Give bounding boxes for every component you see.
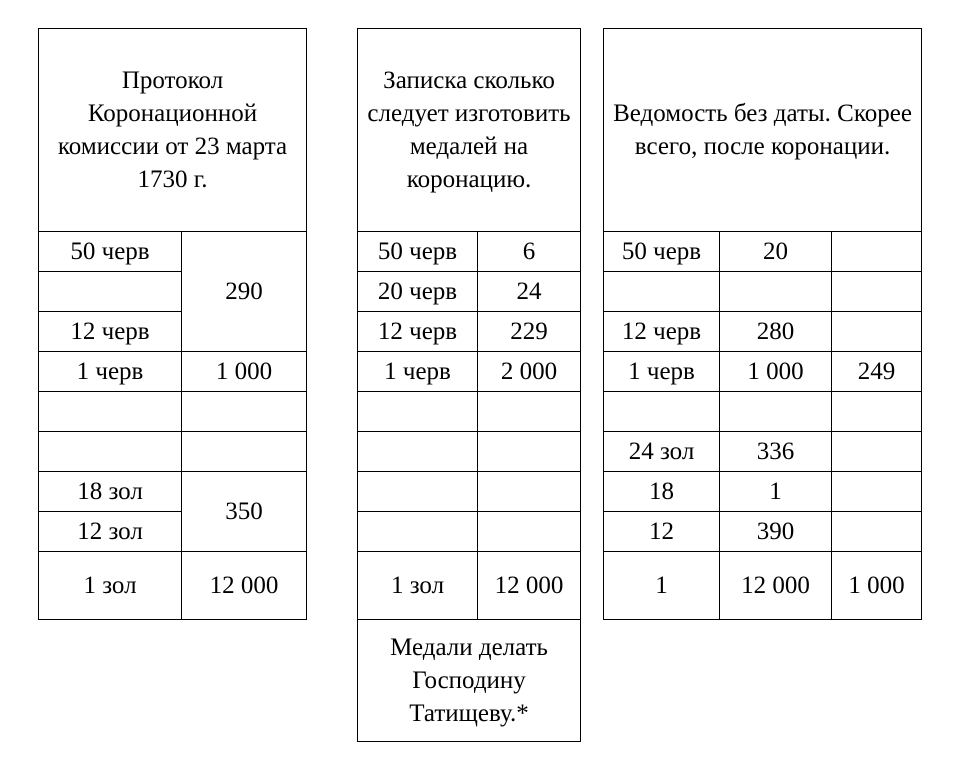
cell: 12 черв — [39, 312, 182, 352]
cell — [358, 512, 478, 552]
statement-header: Ведомость без даты. Скорее всего, после коронации. — [604, 29, 922, 232]
cell — [832, 312, 922, 352]
cell: 50 черв — [604, 232, 720, 272]
protocol-table — [38, 28, 307, 620]
cell: 280 — [720, 312, 832, 352]
cell: 390 — [720, 512, 832, 552]
cell — [832, 392, 922, 432]
cell — [478, 392, 581, 432]
cell: 20 — [720, 232, 832, 272]
cell: 6 — [478, 232, 581, 272]
cell: 350 — [182, 472, 307, 552]
cell: 1 черв — [358, 352, 478, 392]
cell: 229 — [478, 312, 581, 352]
cell — [39, 392, 182, 432]
cell: 18 зол — [39, 472, 182, 512]
cell: 12 зол — [39, 512, 182, 552]
cell: 50 черв — [39, 232, 182, 272]
cell: 12 черв — [604, 312, 720, 352]
cell — [182, 392, 307, 432]
cell — [832, 232, 922, 272]
cell: 1 зол — [358, 552, 478, 620]
cell — [832, 472, 922, 512]
note-footer: Медали делать Господину Татищеву.* — [358, 620, 581, 742]
cell — [182, 432, 307, 472]
cell: 1 000 — [182, 352, 307, 392]
cell: 12 000 — [182, 552, 307, 620]
note-table — [357, 28, 581, 742]
cell — [478, 512, 581, 552]
cell — [358, 472, 478, 512]
cell — [604, 392, 720, 432]
cell — [39, 272, 182, 312]
cell: 20 черв — [358, 272, 478, 312]
protocol-header: Протокол Коронационной комиссии от 23 марта 1730 г. — [39, 29, 307, 232]
cell — [478, 472, 581, 512]
cell: 1 000 — [832, 552, 922, 620]
cell — [358, 392, 478, 432]
cell: 290 — [182, 232, 307, 352]
cell: 12 000 — [478, 552, 581, 620]
cell: 12 000 — [720, 552, 832, 620]
cell: 1 черв — [604, 352, 720, 392]
cell: 18 — [604, 472, 720, 512]
cell: 1 — [720, 472, 832, 512]
cell — [604, 272, 720, 312]
cell: 1 — [604, 552, 720, 620]
cell: 12 черв — [358, 312, 478, 352]
cell: 1 черв — [39, 352, 182, 392]
cell: 2 000 — [478, 352, 581, 392]
cell: 24 зол — [604, 432, 720, 472]
cell: 336 — [720, 432, 832, 472]
cell — [720, 272, 832, 312]
cell: 1 зол — [39, 552, 182, 620]
cell — [478, 432, 581, 472]
cell: 249 — [832, 352, 922, 392]
cell — [39, 432, 182, 472]
cell: 12 — [604, 512, 720, 552]
note-header: Записка сколько следует изготовить медалей на коронацию. — [358, 29, 581, 232]
cell: 24 — [478, 272, 581, 312]
cell — [832, 432, 922, 472]
cell — [720, 392, 832, 432]
statement-table — [603, 28, 922, 620]
cell: 50 черв — [358, 232, 478, 272]
cell — [358, 432, 478, 472]
cell: 1 000 — [720, 352, 832, 392]
cell — [832, 512, 922, 552]
cell — [832, 272, 922, 312]
